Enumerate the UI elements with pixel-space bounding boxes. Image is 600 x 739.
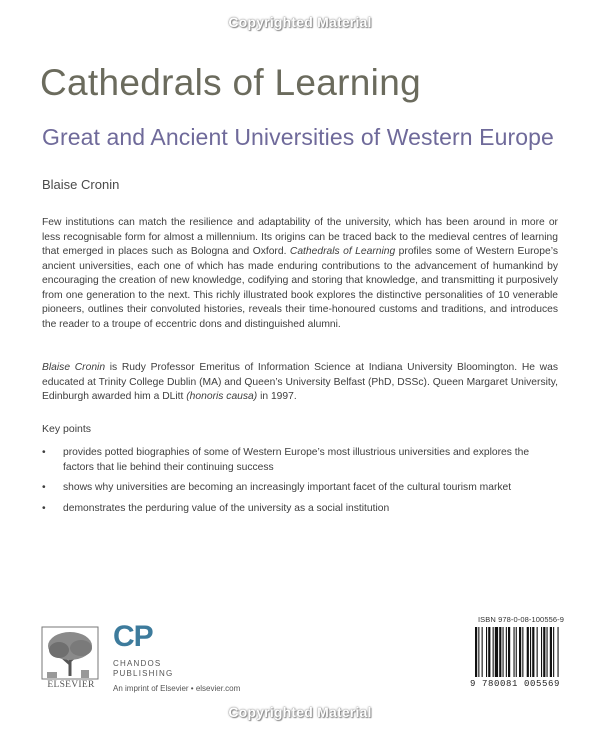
key-point-item [42,446,558,475]
barcode-bar [541,627,542,677]
barcode-bar [530,627,531,677]
barcode-bar [508,627,510,677]
description-text-2: profiles some of Western Europe’s ancient universities, each one of which has made enduring contributions to the advancement of humankind by encouraging the creation of new knowledge, codifying and storing that knowledge, and transmitting it purposively from one generation to the next. This richly illustrated book explores the distinctive personalities of 10 venerable pioneers, outlines their convoluted histories, reveals their time-honoured customs and traditions, and introduces the reader to a troupe of eccentric dons and distinguished alumni. [42,246,558,330]
barcode-bar [503,627,504,677]
description-text-1: Few institutions can match the resilience and adaptability of the university, which has been around in more or less recognisable form for almost a millennium. Its origins can be traced back to the medieval centres of learning that emerged in places such as Bologna and Oxford. [42,217,558,257]
bio-honoris: (honoris causa) [186,391,258,402]
chandos-publishing-text [113,659,173,679]
barcode-bar [475,627,477,677]
barcode-bar [522,627,523,677]
barcode-bar [495,627,498,677]
key-point-item [42,481,558,496]
barcode-bar [493,627,494,677]
barcode-bar [532,627,534,677]
elsevier-wordmark: ELSEVIER [47,680,95,690]
barcode-bar [519,627,521,677]
description-paragraph [42,216,558,332]
bio-text-2: in 1997. [257,391,297,402]
watermark-bottom: Copyrighted Material [228,704,372,720]
barcode-bar [499,627,501,677]
chandos-text: CHANDOS [113,659,162,668]
publishing-text: PUBLISHING [113,669,174,678]
bullet-icon: • [42,447,46,458]
barcode-bar [506,627,507,677]
key-points-heading: Key points [42,423,92,435]
key-point-text: shows why universities are becoming an increasingly important facet of the cultural tourism market [63,482,512,493]
barcode-bar [537,627,538,677]
key-point-item [42,502,558,517]
description-italic-title: Cathedrals of Learning [289,246,396,257]
barcode-bar [514,627,515,677]
bio-name: Blaise Cronin [42,362,106,373]
imprint-text: An imprint of Elsevier • elsevier.com [113,684,241,693]
barcode-bar [547,627,548,677]
barcode-bar [516,627,517,677]
barcode-bar [527,627,529,677]
book-title: Cathedrals of Learning [40,62,421,103]
isbn-label: ISBN 978-0-08-100556-9 [478,615,565,624]
book-subtitle: Great and Ancient Universities of Western Europe [42,124,554,150]
barcode-bar [543,627,545,677]
key-points-list [42,446,558,522]
barcode-bar [550,627,552,677]
key-point-text: demonstrates the perduring value of the university as a social institution [63,502,390,514]
barcode-bar [553,627,554,677]
bullet-icon: • [42,482,46,493]
barcode-digits: 9 780081 005569 [470,679,561,689]
barcode-bar [478,627,479,677]
key-point-text: provides potted biographies of some of Western Europe’s most illustrious universities and explores the factors that lie behind their continuing success [63,447,530,473]
barcode-bar [486,627,487,677]
barcode-bar [488,627,490,677]
book-author: Blaise Cronin [42,177,120,192]
barcode-bar [558,627,559,677]
author-bio [42,361,558,405]
barcode-bar [482,627,483,677]
bio-text-1: is Rudy Professor Emeritus of Information Science at Indiana University Bloomington. He was educated at Trinity College Dublin (MA) and Queen’s University Belfast (PhD, DSSc). Queen Margaret University, Edinburgh awarded him a DLitt [42,362,558,402]
barcode [473,627,563,681]
watermark-top: Copyrighted Material [228,14,372,30]
chandos-cp-logo: CP [113,620,153,653]
bullet-icon: • [42,502,46,514]
